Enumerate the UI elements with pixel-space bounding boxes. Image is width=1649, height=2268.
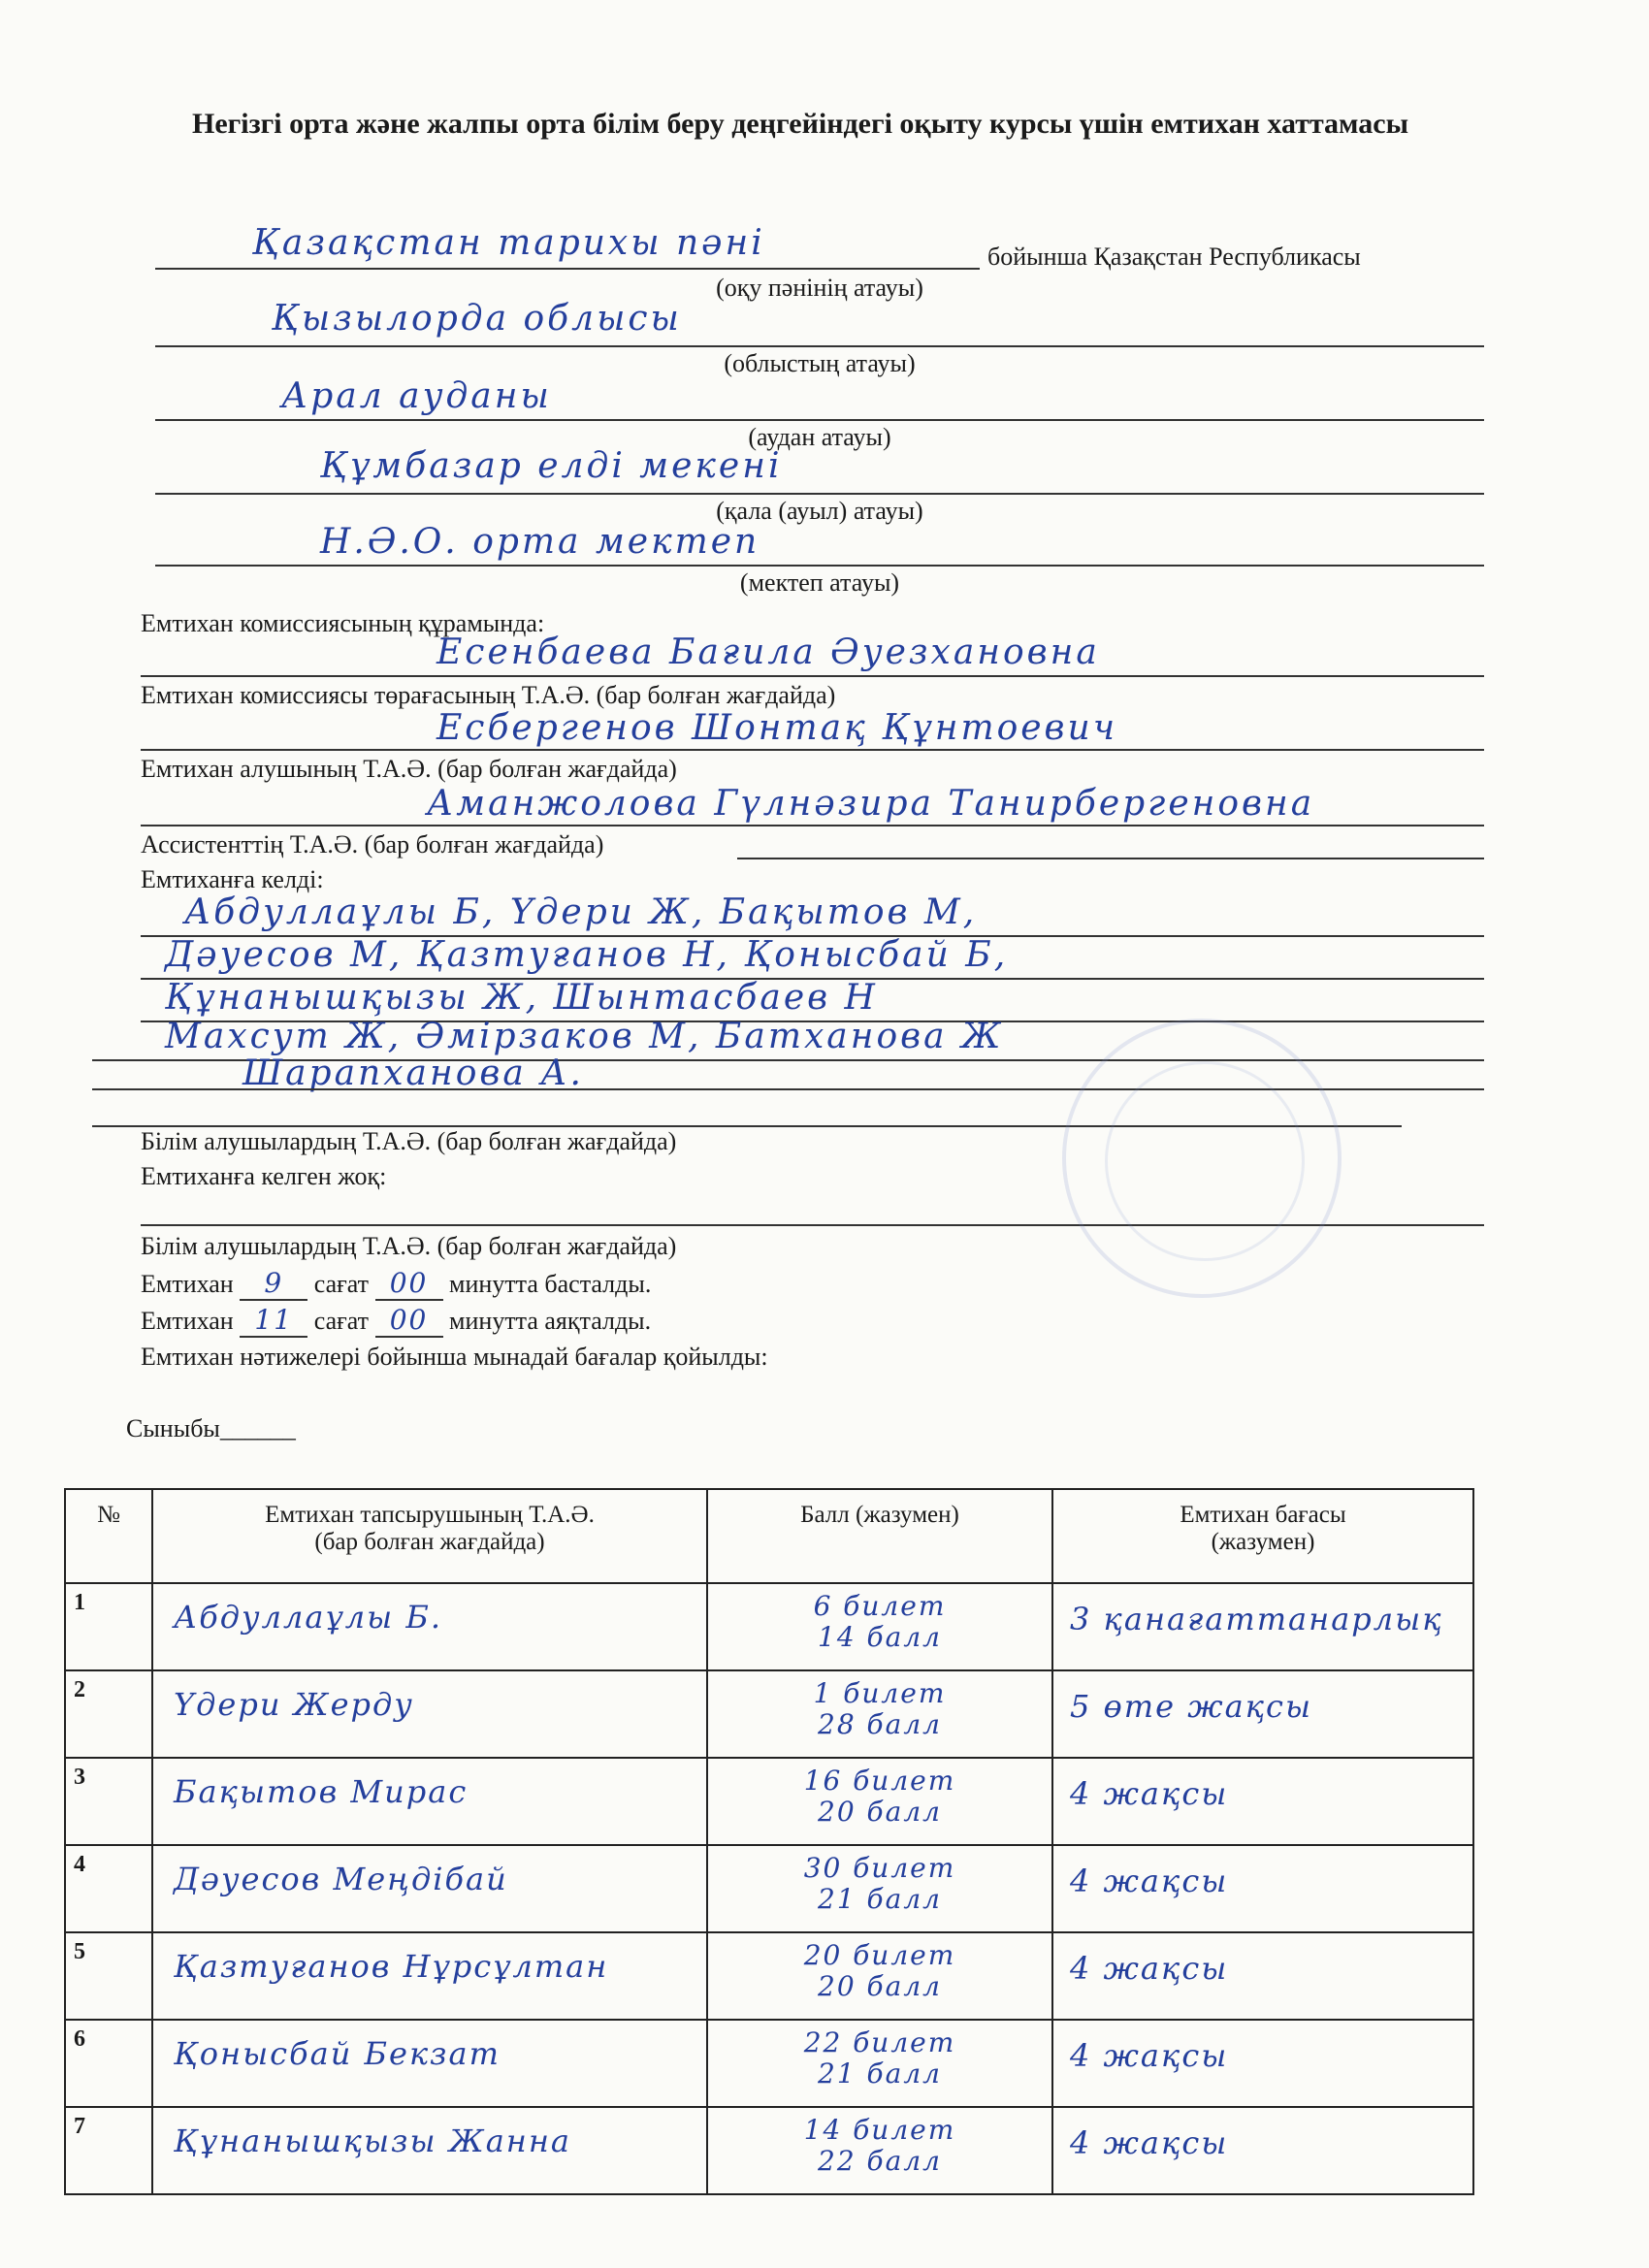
row-name: Құнанышқызы Жанна — [174, 2122, 571, 2159]
present-line-2: Дәуесов М, Қазтуғанов Н, Қонысбай Б, — [165, 935, 1009, 975]
row-grade: 4 жақсы — [1070, 2037, 1229, 2074]
examiner-line — [141, 825, 1484, 826]
subject-caption: (оқу пәнінің атауы) — [716, 274, 923, 302]
present-line-1: Абдуллаұлы Б, Үдери Ж, Бақытов М, — [184, 892, 978, 932]
table-row — [65, 1932, 1473, 2020]
results-table — [64, 1488, 1474, 2195]
row-grade-cell — [1052, 2020, 1473, 2107]
absent-caption: Білім алушылардың Т.А.Ә. (бар болған жағдайда) — [141, 1232, 677, 1260]
row-num: 4 — [65, 1845, 152, 1932]
row-name-cell — [152, 2107, 707, 2194]
row-num: 3 — [65, 1758, 152, 1845]
row-grade-cell — [1052, 1932, 1473, 2020]
row-num: 5 — [65, 1932, 152, 2020]
row-grade: 4 жақсы — [1070, 1775, 1229, 1812]
row-name-cell — [152, 1758, 707, 1845]
present-line-5: Шарапханова А. — [242, 1053, 584, 1093]
absent-label: Емтиханға келген жоқ: — [141, 1162, 387, 1190]
start-suffix: минутта басталды. — [449, 1270, 652, 1298]
results-label: Емтихан нәтижелері бойынша мынадай бағалар қойылды: — [141, 1343, 768, 1371]
row-grade: 4 жақсы — [1070, 1950, 1229, 1987]
end-time-row — [141, 1304, 651, 1338]
class-label: Сыныбы______ — [126, 1414, 296, 1442]
table-row — [65, 2020, 1473, 2107]
row-ticket: 6 билет — [813, 1590, 947, 1622]
row-grade-cell — [1052, 1583, 1473, 1670]
row-grade-cell — [1052, 1670, 1473, 1758]
header-num: № — [65, 1489, 152, 1583]
assistant-label: Ассистенттің Т.А.Ә. (бар болған жағдайда) — [141, 830, 604, 859]
header-grade-line1: Емтихан бағасы — [1180, 1502, 1346, 1528]
header-ball: Балл (жазумен) — [707, 1489, 1052, 1583]
row-grade: 3 қанағаттанарлық — [1070, 1601, 1443, 1637]
row-ball: 28 балл — [818, 1708, 942, 1740]
row-name: Абдуллаұлы Б. — [174, 1599, 442, 1636]
row-ball-cell — [707, 2107, 1052, 2194]
subject-handwritten: Қазақстан тарихы пәні — [252, 223, 765, 263]
region-caption: (облыстың атауы) — [724, 349, 916, 377]
row-num: 2 — [65, 1670, 152, 1758]
row-ticket: 20 билет — [803, 1939, 956, 1971]
end-min: 00 — [389, 1304, 429, 1336]
table-row — [65, 1670, 1473, 1758]
region-line — [155, 345, 1484, 347]
end-hour: 11 — [254, 1304, 294, 1336]
table-row — [65, 1583, 1473, 1670]
commission-chair-label: Емтихан комиссиясы төрағасының Т.А.Ә. (бар болған жағдайда) — [141, 681, 836, 709]
table-header-row — [65, 1489, 1473, 1583]
school-line — [155, 565, 1484, 567]
row-ball-cell — [707, 1583, 1052, 1670]
row-name-cell — [152, 1583, 707, 1670]
row-ball-cell — [707, 1758, 1052, 1845]
row-name-cell — [152, 2020, 707, 2107]
row-ball-cell — [707, 1670, 1052, 1758]
row-grade-cell — [1052, 1758, 1473, 1845]
district-line — [155, 419, 1484, 421]
start-hour: 9 — [264, 1267, 284, 1299]
row-name: Қонысбай Бекзат — [174, 2035, 501, 2072]
header-grade — [1052, 1489, 1473, 1583]
row-ticket: 22 билет — [803, 2026, 956, 2058]
district-caption: (аудан атауы) — [748, 423, 891, 451]
row-ball: 20 балл — [818, 1796, 942, 1828]
faded-stamp — [1062, 1019, 1342, 1298]
row-ball: 22 балл — [818, 2145, 942, 2177]
school-caption: (мектеп атауы) — [739, 568, 900, 597]
row-num: 6 — [65, 2020, 152, 2107]
row-name-cell — [152, 1845, 707, 1932]
row-name: Үдери Жерду — [174, 1686, 414, 1723]
document-title: Негізгі орта және жалпы орта білім беру деңгейіндегі оқыту курсы үшін емтихан хаттамасы — [191, 108, 1409, 140]
present-line-3: Құнанышқызы Ж, Шынтасбаев Н — [165, 978, 878, 1018]
header-name-line1: Емтихан тапсырушының Т.А.Ә. — [265, 1502, 595, 1528]
end-prefix: Емтихан — [141, 1307, 234, 1335]
present-line-4: Махсут Ж, Әмірзаков М, Батханова Ж — [165, 1017, 1004, 1056]
row-name: Дәуесов Меңдібай — [174, 1861, 508, 1897]
row-num: 7 — [65, 2107, 152, 2194]
region-handwritten: Қызылорда облысы — [272, 299, 682, 339]
settlement-caption: (қала (ауыл) атауы) — [716, 497, 923, 525]
start-hour-word: сағат — [313, 1270, 370, 1298]
table-row — [65, 2107, 1473, 2194]
end-hour-word: сағат — [313, 1307, 370, 1335]
row-grade: 4 жақсы — [1070, 1863, 1229, 1899]
present-label: Емтиханға келді: — [141, 865, 324, 893]
row-name: Қазтуғанов Нұрсұлтан — [174, 1948, 609, 1985]
school-handwritten: Н.Ә.О. орта мектеп — [320, 522, 760, 562]
table-row — [65, 1758, 1473, 1845]
row-name-cell — [152, 1932, 707, 2020]
row-ticket: 30 билет — [803, 1852, 956, 1884]
row-ticket: 1 билет — [813, 1677, 947, 1709]
settlement-handwritten: Құмбазар елді мекені — [320, 446, 783, 486]
row-name: Бақытов Мирас — [174, 1773, 469, 1810]
start-time-row — [141, 1267, 651, 1301]
row-num: 1 — [65, 1583, 152, 1670]
settlement-line — [155, 493, 1484, 495]
row-ball: 21 балл — [818, 2057, 942, 2090]
examiner-handwritten: Аманжолова Гүлнәзира Танирбергеновна — [427, 784, 1315, 824]
row-ticket: 14 билет — [803, 2114, 956, 2146]
assistant-line — [737, 858, 1484, 859]
commission-member-handwritten: Есенбаева Бағила Әуезхановна — [436, 632, 1100, 672]
present-caption: Білім алушылардың Т.А.Ә. (бар болған жағдайда) — [141, 1127, 677, 1155]
row-ball-cell — [707, 1845, 1052, 1932]
header-name — [152, 1489, 707, 1583]
subject-suffix: бойынша Қазақстан Республикасы — [987, 243, 1361, 271]
subject-line — [155, 268, 980, 270]
commission-chair-handwritten: Есбергенов Шонтақ Құнтоевич — [436, 708, 1118, 748]
district-handwritten: Арал ауданы — [281, 376, 552, 416]
row-ball: 21 балл — [818, 1883, 942, 1915]
row-grade: 5 өте жақсы — [1070, 1688, 1313, 1725]
row-ticket: 16 билет — [803, 1765, 956, 1797]
row-ball: 14 балл — [818, 1621, 942, 1653]
table-row — [65, 1845, 1473, 1932]
row-ball-cell — [707, 1932, 1052, 2020]
commission-member-line — [141, 675, 1484, 677]
row-ball-cell — [707, 2020, 1052, 2107]
row-grade-cell — [1052, 2107, 1473, 2194]
end-suffix: минутта аяқталды. — [449, 1307, 652, 1335]
row-name-cell — [152, 1670, 707, 1758]
commission-label: Емтихан комиссиясының құрамында: — [141, 609, 545, 637]
row-ball: 20 балл — [818, 1970, 942, 2002]
commission-chair-line — [141, 749, 1484, 751]
row-grade-cell — [1052, 1845, 1473, 1932]
row-grade: 4 жақсы — [1070, 2124, 1229, 2161]
header-name-line2: (бар болған жағдайда) — [314, 1529, 545, 1555]
examiner-label: Емтихан алушының Т.А.Ә. (бар болған жағдайда) — [141, 755, 677, 783]
header-grade-line2: (жазумен) — [1211, 1529, 1315, 1555]
start-prefix: Емтихан — [141, 1270, 234, 1298]
start-min: 00 — [389, 1267, 429, 1299]
